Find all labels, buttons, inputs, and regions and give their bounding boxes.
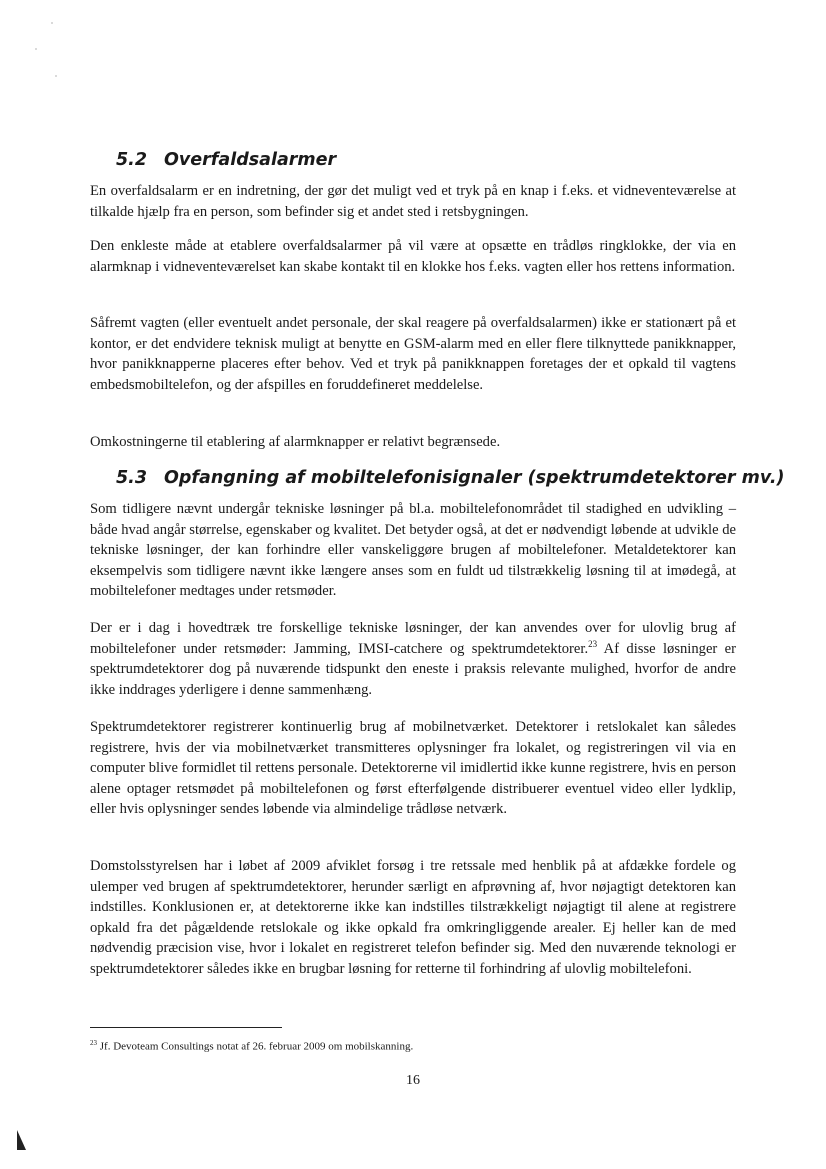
footnote-text: Jf. Devoteam Consultings notat af 26. februar 2009 om mobilskanning. bbox=[97, 1040, 414, 1053]
paragraph-text: Af disse løsninger er spektrumdetektorer dog på nuværende tidspunkt den eneste i praksis relevante mulighed, hvorfor de andre ikke inddrages yderligere i denne sammenhæng. bbox=[90, 640, 737, 698]
section-number: 5.2 bbox=[116, 150, 148, 170]
scan-corner-mark bbox=[17, 1130, 26, 1150]
section-title: Overfaldsalarmer bbox=[164, 150, 337, 170]
paragraph: Omkostningerne til etablering af alarmknapper er relativt begrænsede. bbox=[90, 434, 501, 450]
footnote-reference[interactable]: 23 bbox=[588, 638, 598, 649]
paragraph bbox=[90, 618, 736, 700]
page-number: 16 bbox=[406, 1073, 420, 1088]
scan-speck bbox=[51, 22, 53, 24]
paragraph: En overfaldsalarm er en indretning, der gør det muligt ved et tryk på en knap i f.eks. et vidneventeværelse at tilkalde hjælp fra en person, som befinder sig et andet sted i retsbygningen. bbox=[90, 183, 736, 220]
footnote-number: 23 bbox=[90, 1039, 97, 1047]
section-title: Opfangning af mobiltelefonisignaler (spektrumdetektorer mv.) bbox=[164, 468, 785, 488]
section-heading-5-2 bbox=[116, 150, 336, 170]
paragraph: Domstolsstyrelsen har i løbet af 2009 afviklet forsøg i tre retssale med henblik på at afdække fordele og ulemper ved brugen af spektrumdetektorer, herunder særligt en afprøvning af, hvor nøjagtigt detektoren kan indstilles. Konklusionen er, at detektorerne ikke kan indstilles tilstrækkeligt nøjagtigt til alene at registrere opkald fra det pågældende retslokale og ikke opkald fra omkringliggende arealer. Ej heller kan de med nødvendig præcision vise, hvor i lokalet en registreret telefon befinder sig. Med den nuværende teknologi er spektrumdetektorer således ikke en brugbar løsning for retterne til forhindring af ulovlig mobiltelefoni. bbox=[90, 858, 736, 977]
paragraph: Spektrumdetektorer registrerer kontinuerlig brug af mobilnetværket. Detektorer i retslokalet kan således registrere, hvis der via mobilnetværket transmitteres oplysninger fra lokalet, og registreringen vil via en computer blive formidlet til rettens personale. Detektorerne vil imidlertid ikke kunne registrere, hvis en person alene optager retsmødet på mobiltelefonen og først efterfølgende distribuerer eventuel video eller lydklip, eller hvis oplysninger sendes løbende via almindelige trådløse netværk. bbox=[90, 719, 736, 817]
paragraph: Den enkleste måde at etablere overfaldsalarmer på vil være at opsætte en trådløs ringklokke, der via en alarmknap i vidneventeværelset kan skabe kontakt til en klokke hos f.eks. vagten eller hos rettens information. bbox=[90, 238, 736, 275]
paragraph-text: Der er i dag i hovedtræk tre forskellige tekniske løsninger, der kan anvendes over for ulovlig brug af mobiltelefoner under retsmøder: Jamming, IMSI-catchere og spektrumdetektorer. bbox=[90, 620, 736, 657]
footnote-divider bbox=[90, 1027, 282, 1028]
section-heading-5-3 bbox=[116, 468, 785, 488]
scan-speck bbox=[35, 48, 37, 50]
paragraph: Såfremt vagten (eller eventuelt andet personale, der skal reagere på overfaldsalarmen) ikke er stationært på et kontor, er det endvidere teknisk muligt at benytte en GSM-alarm med en eller flere tilknyttede panikknapper, hvor panikknapperne placeres efter behov. Ved et tryk på panikknappen foretages der et opkald til vagtens embedsmobiltelefon, og der afspilles en foruddefineret meddelelse. bbox=[90, 315, 736, 393]
scan-speck bbox=[55, 75, 57, 77]
paragraph: Som tidligere nævnt undergår tekniske løsninger på bl.a. mobiltelefonområdet til stadighed en udvikling – både hvad angår størrelse, egenskaber og kvalitet. Det betyder også, at det er nødvendigt løbende at udvikle de tekniske løsninger, der kan forhindre eller vanskeliggøre brugen af mobiltelefoner. Metaldetektorer kan eksempelvis som tidligere nævnt ikke længere anses som en fuldt ud tilstrækkelig løsning til at imødegå, at mobiltelefoner medtages under retsmøder. bbox=[90, 501, 736, 599]
section-number: 5.3 bbox=[116, 468, 148, 488]
footnote bbox=[90, 1036, 736, 1054]
